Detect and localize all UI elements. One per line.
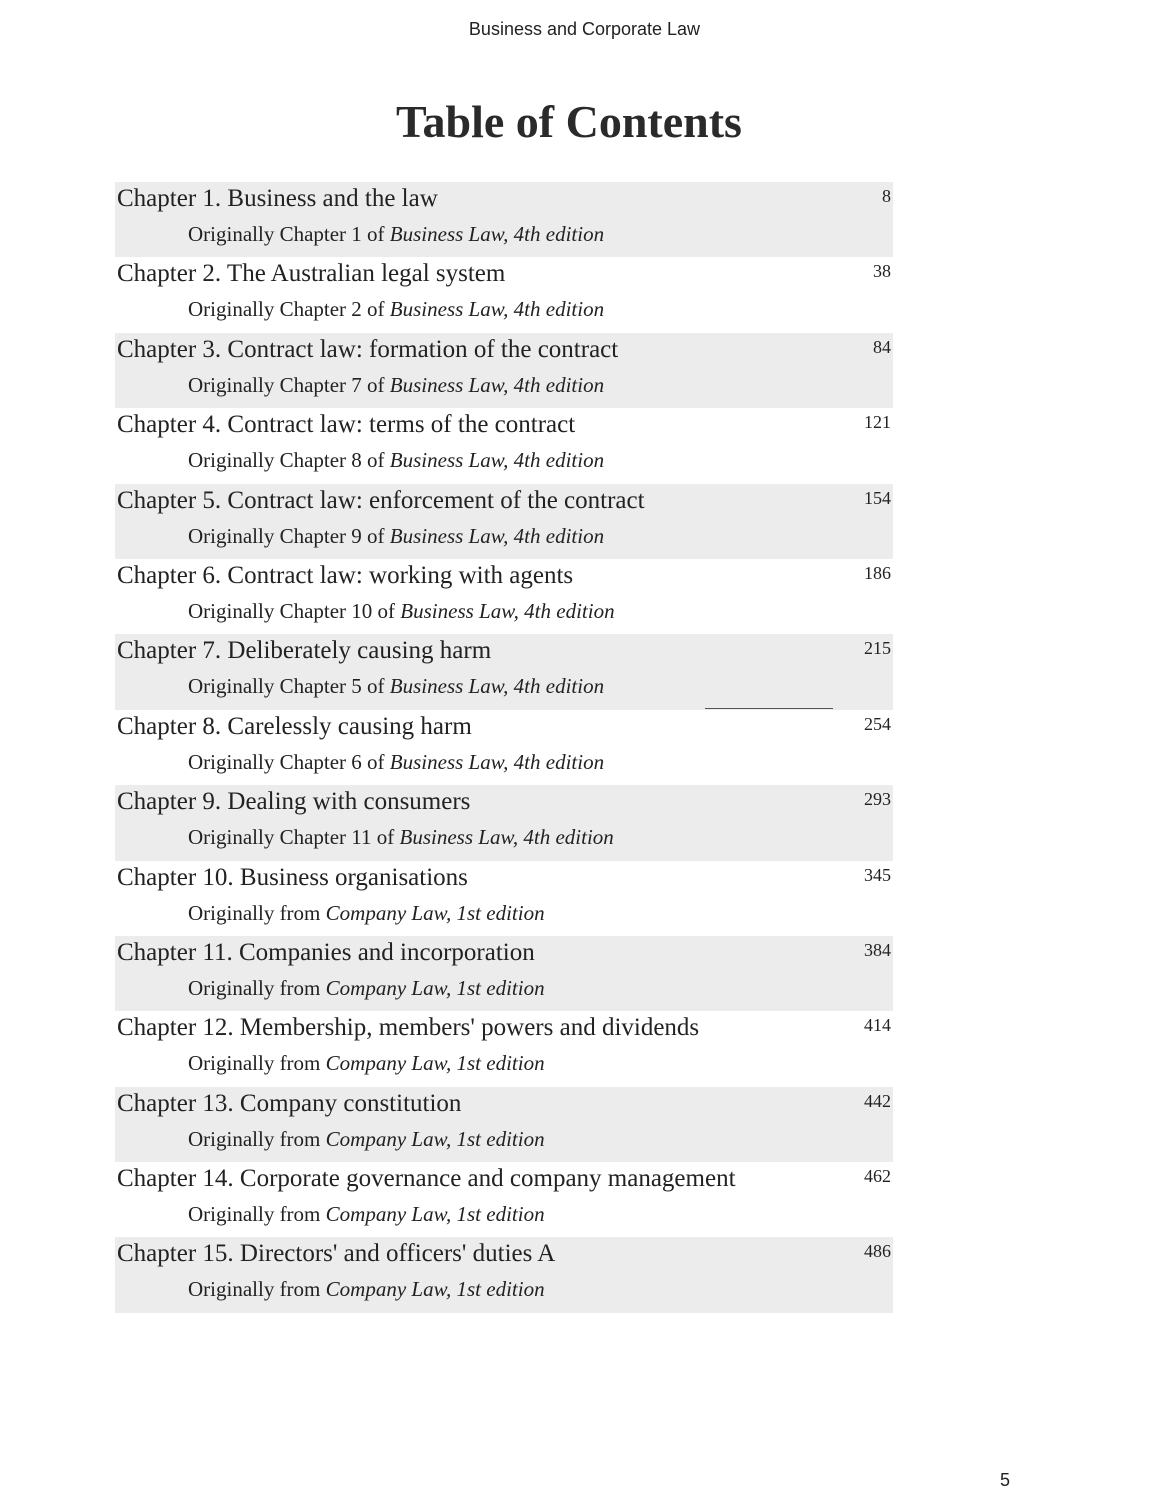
origin-source: Business Law, 4th edition bbox=[389, 297, 605, 322]
chapter-title[interactable]: Chapter 13. Company constitution bbox=[117, 1089, 462, 1117]
chapter-title[interactable]: Chapter 15. Directors' and officers' duties A bbox=[117, 1240, 556, 1268]
chapter-page-number[interactable]: 486 bbox=[864, 1241, 891, 1262]
toc-entry-chapter-5[interactable] bbox=[115, 484, 893, 559]
toc-entry-chapter-13[interactable] bbox=[115, 1087, 893, 1162]
toc-entry-chapter-6[interactable] bbox=[115, 559, 893, 634]
chapter-page-number[interactable]: 462 bbox=[864, 1166, 891, 1187]
origin-prefix: Originally from bbox=[188, 1126, 326, 1151]
toc-list bbox=[115, 182, 893, 1313]
origin-source: Company Law, 1st edition bbox=[325, 1126, 545, 1151]
chapter-title[interactable]: Chapter 14. Corporate governance and company management bbox=[117, 1165, 736, 1193]
toc-entry-chapter-11[interactable] bbox=[115, 936, 893, 1011]
origin-source: Company Law, 1st edition bbox=[325, 900, 545, 925]
chapter-title[interactable]: Chapter 2. The Australian legal system bbox=[117, 260, 506, 288]
chapter-page-number[interactable]: 38 bbox=[873, 261, 891, 282]
origin-prefix: Originally from bbox=[188, 975, 326, 1000]
origin-prefix: Originally from bbox=[188, 1277, 326, 1302]
chapter-title[interactable]: Chapter 5. Contract law: enforcement of the contract bbox=[117, 486, 645, 514]
origin-prefix: Originally from bbox=[188, 900, 326, 925]
origin-source: Business Law, 4th edition bbox=[399, 825, 614, 850]
chapter-page-number[interactable]: 384 bbox=[864, 939, 891, 960]
origin-source: Company Law, 1st edition bbox=[325, 975, 545, 1000]
origin-prefix: Originally Chapter 10 of bbox=[188, 598, 401, 623]
origin-source: Business Law, 4th edition bbox=[389, 523, 605, 548]
origin-source: Company Law, 1st edition bbox=[325, 1277, 545, 1302]
chapter-title[interactable]: Chapter 1. Business and the law bbox=[117, 185, 438, 212]
toc-entry-chapter-3[interactable] bbox=[115, 333, 893, 408]
chapter-origin bbox=[188, 672, 604, 700]
chapter-title[interactable]: Chapter 12. Membership, members' powers and dividends bbox=[117, 1014, 700, 1042]
running-header: Business and Corporate Law bbox=[468, 19, 701, 39]
origin-prefix: Originally Chapter 8 of bbox=[188, 448, 390, 473]
origin-source: Company Law, 1st edition bbox=[325, 1051, 545, 1076]
chapter-origin bbox=[188, 597, 615, 625]
chapter-origin bbox=[188, 446, 604, 474]
origin-prefix: Originally Chapter 9 of bbox=[188, 523, 390, 548]
chapter-page-number[interactable]: 84 bbox=[873, 336, 891, 357]
origin-prefix: Originally Chapter 5 of bbox=[188, 674, 390, 699]
chapter-page-number[interactable]: 186 bbox=[864, 562, 891, 583]
origin-prefix: Originally from bbox=[188, 1051, 326, 1076]
chapter-page-number[interactable]: 414 bbox=[864, 1015, 891, 1036]
toc-entry-chapter-10[interactable] bbox=[115, 861, 893, 936]
chapter-page-number[interactable]: 215 bbox=[864, 638, 891, 659]
chapter-origin bbox=[188, 295, 604, 323]
toc-entry-chapter-2[interactable] bbox=[115, 257, 893, 332]
toc-entry-chapter-15[interactable] bbox=[115, 1237, 893, 1312]
chapter-page-number[interactable]: 8 bbox=[882, 186, 891, 206]
chapter-title[interactable]: Chapter 3. Contract law: formation of the contract bbox=[117, 335, 619, 363]
toc-entry-chapter-4[interactable] bbox=[115, 408, 893, 483]
chapter-page-number[interactable]: 442 bbox=[864, 1090, 891, 1111]
origin-source: Business Law, 4th edition bbox=[389, 222, 605, 246]
chapter-title[interactable]: Chapter 8. Carelessly causing harm bbox=[117, 712, 472, 740]
origin-source: Business Law, 4th edition bbox=[389, 372, 605, 397]
origin-source: Business Law, 4th edition bbox=[400, 598, 615, 623]
origin-source: Business Law, 4th edition bbox=[389, 749, 605, 774]
chapter-title[interactable]: Chapter 9. Dealing with consumers bbox=[117, 788, 471, 816]
chapter-page-number[interactable]: 254 bbox=[864, 713, 891, 734]
toc-entry-chapter-7[interactable] bbox=[115, 634, 893, 709]
chapter-origin bbox=[188, 1275, 545, 1303]
chapter-title[interactable]: Chapter 11. Companies and incorporation bbox=[117, 938, 535, 966]
chapter-origin bbox=[188, 1200, 545, 1228]
origin-source: Company Law, 1st edition bbox=[325, 1202, 545, 1227]
page-number: 5 bbox=[1000, 1470, 1011, 1490]
chapter-origin bbox=[188, 974, 545, 1002]
chapter-origin bbox=[188, 522, 604, 550]
chapter-origin bbox=[188, 1125, 545, 1153]
chapter-page-number[interactable]: 293 bbox=[864, 789, 891, 810]
toc-entry-chapter-9[interactable] bbox=[115, 785, 893, 860]
origin-prefix: Originally Chapter 7 of bbox=[188, 372, 390, 397]
chapter-title[interactable]: Chapter 10. Business organisations bbox=[117, 863, 468, 891]
origin-source: Business Law, 4th edition bbox=[389, 448, 605, 473]
chapter-title[interactable]: Chapter 4. Contract law: terms of the contract bbox=[117, 411, 576, 439]
chapter-page-number[interactable]: 154 bbox=[864, 487, 891, 508]
chapter-origin bbox=[188, 371, 604, 399]
chapter-origin bbox=[188, 1049, 545, 1077]
origin-prefix: Originally from bbox=[188, 1202, 326, 1227]
chapter-origin bbox=[188, 748, 604, 776]
origin-prefix: Originally Chapter 1 of bbox=[188, 222, 390, 246]
chapter-page-number[interactable]: 121 bbox=[864, 412, 891, 433]
page-title: Table of Contents bbox=[396, 96, 742, 147]
chapter-title[interactable]: Chapter 6. Contract law: working with agents bbox=[117, 561, 574, 589]
origin-prefix: Originally Chapter 11 of bbox=[188, 825, 400, 850]
origin-prefix: Originally Chapter 2 of bbox=[188, 297, 390, 322]
toc-entry-chapter-12[interactable] bbox=[115, 1011, 893, 1086]
chapter-origin bbox=[188, 823, 614, 851]
origin-source: Business Law, 4th edition bbox=[389, 674, 605, 699]
chapter-title[interactable]: Chapter 7. Deliberately causing harm bbox=[117, 637, 492, 665]
origin-prefix: Originally Chapter 6 of bbox=[188, 749, 390, 774]
divider-line bbox=[705, 708, 833, 709]
toc-entry-chapter-14[interactable] bbox=[115, 1162, 893, 1237]
chapter-page-number[interactable]: 345 bbox=[864, 864, 891, 885]
chapter-origin bbox=[188, 220, 604, 248]
toc-entry-chapter-8[interactable] bbox=[115, 710, 893, 785]
chapter-origin bbox=[188, 899, 545, 927]
toc-entry-chapter-1[interactable] bbox=[115, 182, 893, 257]
